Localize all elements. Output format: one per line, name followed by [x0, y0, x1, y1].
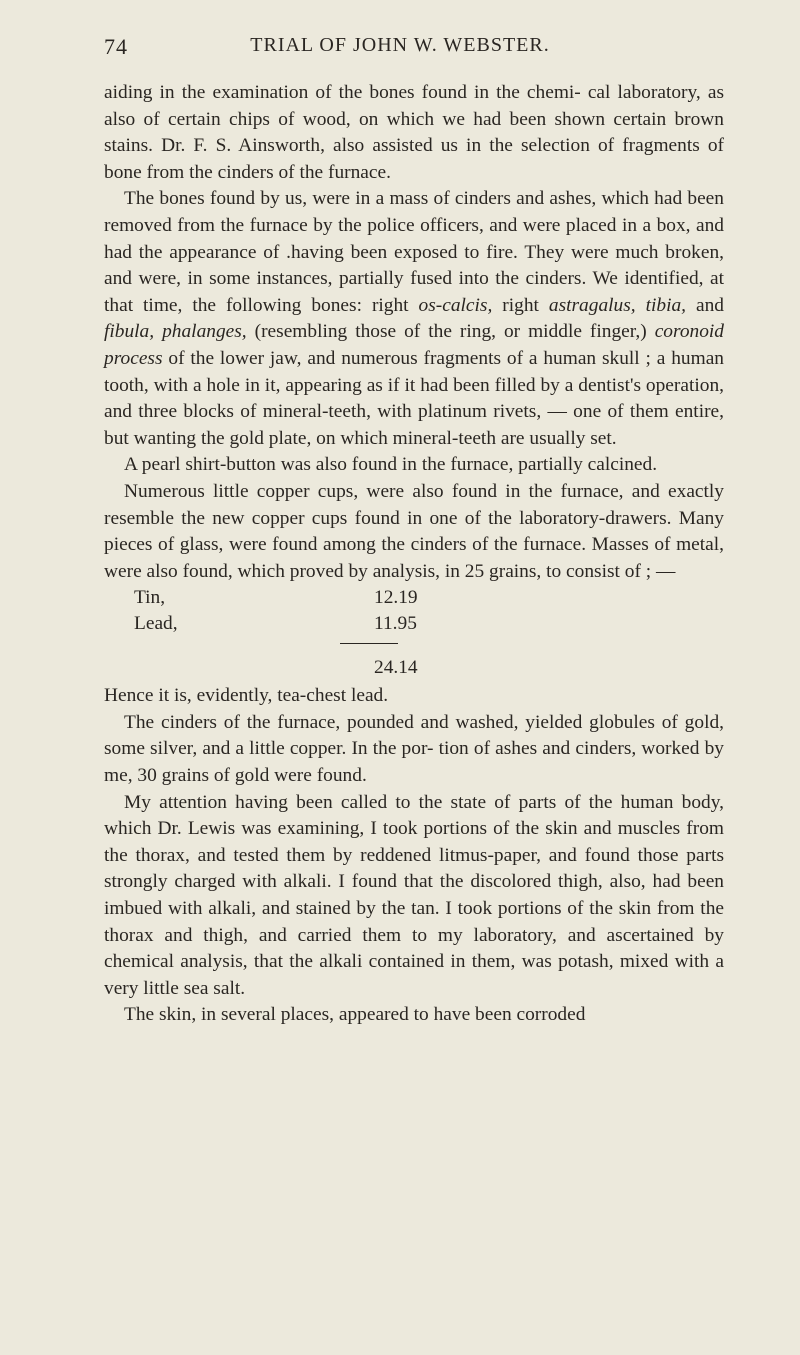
text-run: The bones found by us, were in a mass of cinders and ashes, which had been removed from the furnace by the police officers, and were placed in a box, and had the appearance of .having been exposed to fire. They were much broken, and were, in some instances, partially fused into the cinders. We identified, at that time, the following bones: right — [104, 188, 724, 316]
text-run: of the lower jaw, and numerous fragments of a human skull ; a human tooth, with a hole in it, appearing as if it had been filled by a dentist's operation, and three blocks of mineral-teeth, with platinum rivets, — one of them entire, but wanting the gold plate, on which mineral-teeth are usually set. — [104, 347, 724, 449]
paragraph-4: Numerous little copper cups, were also found in the furnace, and exactly resemble the new copper cups found in one of the laboratory-drawers. Many pieces of glass, were found among the cinders of the furnace. Masses of metal, were also found, which proved by analysis, in 25 grains, to consist of ; — — [104, 480, 724, 582]
metal-name: Tin, — [134, 587, 166, 609]
italic-term: astragalus, — [548, 294, 636, 316]
text-run: (resembling those of the ring, or middle finger,) — [246, 321, 655, 343]
page-header — [0, 34, 800, 64]
paragraph-2 — [104, 186, 724, 452]
text-run — [154, 321, 162, 342]
body-text — [104, 80, 724, 1029]
paragraph-1: aiding in the examination of the bones found in the chemi- cal laboratory, as also of certain chips of wood, on which we had been shown certain brown stains. Dr. F. S. Ainsworth, also assisted us in the selection of fragments of bone from the cinders of the furnace. — [104, 82, 724, 183]
analysis-table — [104, 585, 724, 683]
italic-term: coronoid process — [104, 321, 724, 369]
text-run: and — [686, 294, 724, 316]
italic-term: tibia, — [645, 294, 686, 316]
metal-name: Lead, — [134, 613, 178, 635]
italic-term: os-calcis, — [418, 294, 493, 316]
paragraph-5: Hence it is, evidently, tea-chest lead. — [104, 685, 389, 707]
italic-term: fibula, — [104, 321, 155, 343]
paragraph-8: The skin, in several places, appeared to have been corroded — [124, 1004, 586, 1026]
metal-value: 11.95 — [374, 613, 417, 635]
page-number: 74 — [104, 34, 128, 59]
paragraph-6: The cinders of the furnace, pounded and washed, yielded globules of gold, some silver, and a little copper. In the por- tion of ashes and cinders, worked by me, 30 grains of gold were found. — [104, 711, 724, 787]
paragraph-7: My attention having been called to the state of parts of the human body, which Dr. Lewis was examining, I took portions of the skin and muscles from the thorax, and tested them by reddened litmus-paper, and found those parts strongly charged with alkali. I found that the discolored thigh, also, had been imbued with alkali, and stained by the tan. I took portions of the skin from the thorax and thigh, and carried them to my laboratory, and ascertained by chemical analysis, that the alkali contained in them, was potash, mixed with a very little sea salt. — [104, 791, 724, 999]
running-head: TRIAL OF JOHN W. WEBSTER. — [250, 34, 550, 56]
paragraph-3: A pearl shirt-button was also found in the furnace, partially calcined. — [124, 454, 658, 476]
total-value: 24.14 — [374, 657, 418, 679]
italic-term: phalanges, — [162, 321, 247, 343]
sum-rule — [340, 643, 398, 644]
metal-value: 12.19 — [374, 587, 418, 609]
text-run — [636, 295, 646, 316]
text-run: right — [492, 294, 549, 316]
